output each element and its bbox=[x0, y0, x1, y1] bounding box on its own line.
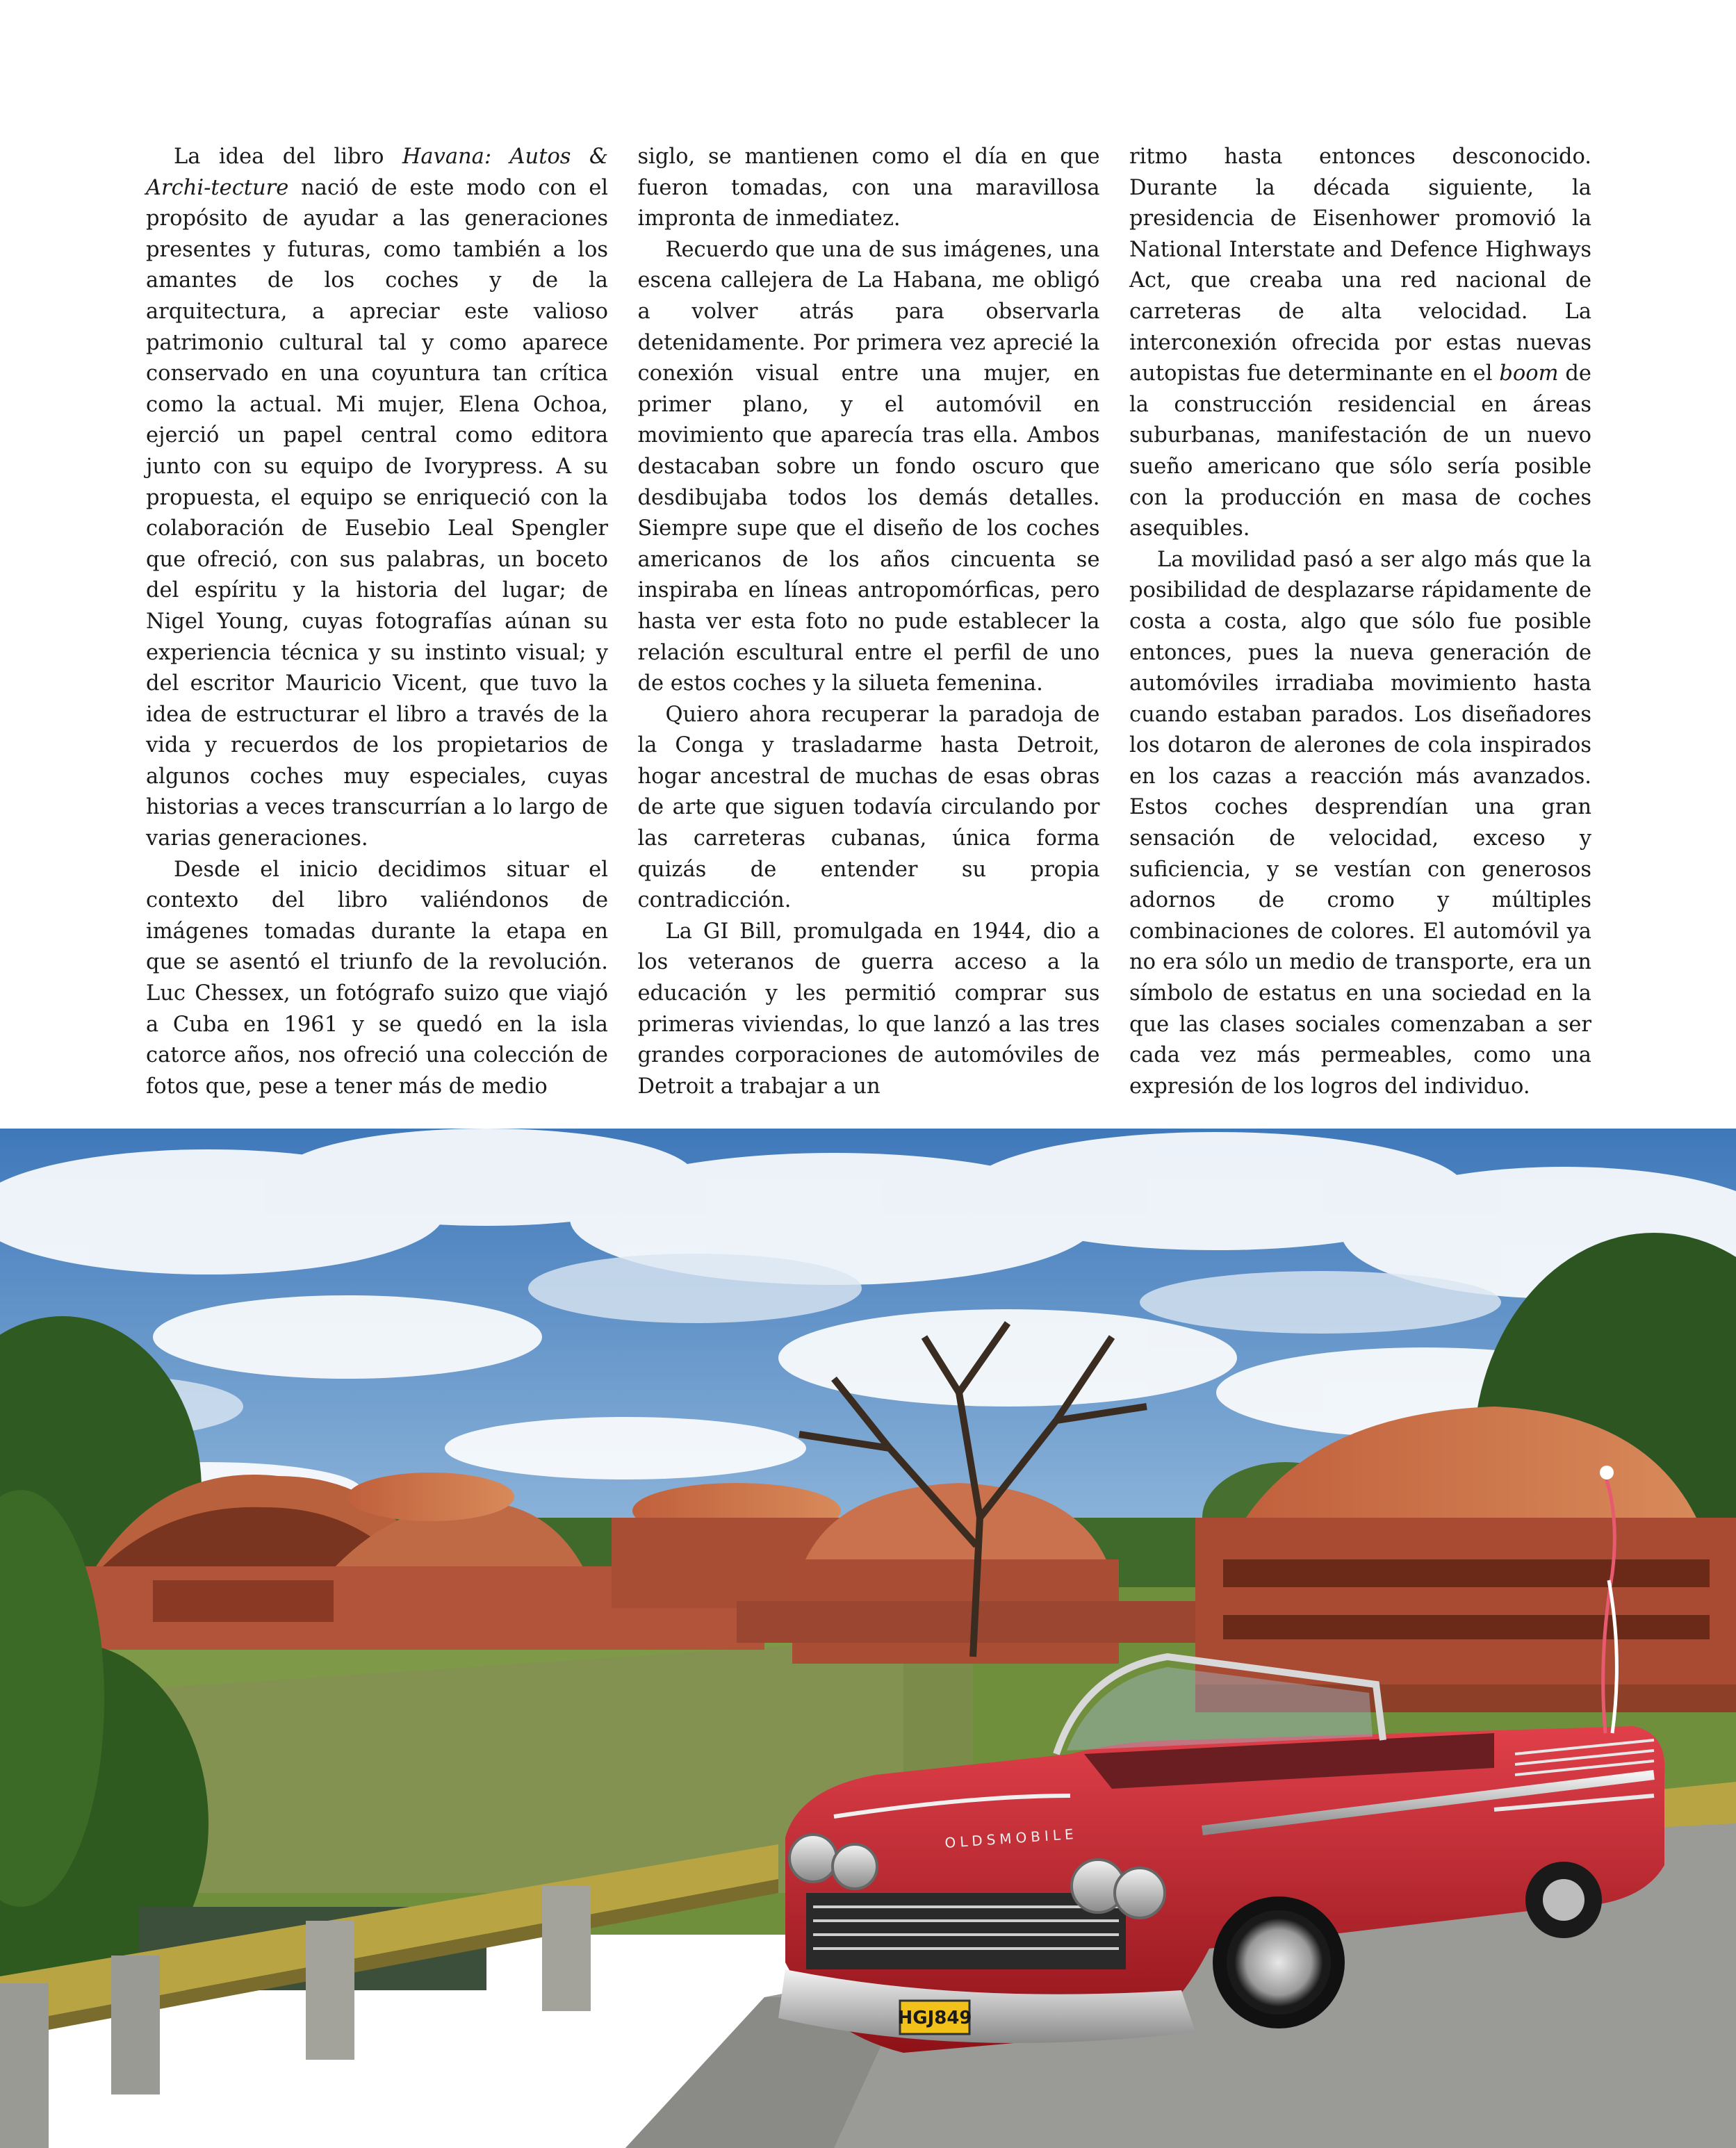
paragraph: Desde el inicio decidimos situar el contexto del libro valiéndonos de imágenes tomadas durante la etapa en que se asentó el triunfo de la revolución. Luc Chessex, un fotógrafo suizo que viajó a Cuba en 1961 y se quedó en la isla catorce años, nos ofreció una colección de fotos que, pese a tener más de medio bbox=[146, 857, 608, 1099]
paragraph: La movilidad pasó a ser algo más que la posibilidad de desplazarse rápidamente de costa a costa, algo que sólo fue posible entonces, pues la nueva generación de automóviles irradiaba movimiento hasta cuando estaban parados. Los diseñadores los dotaron de alerones de cola inspirados en los cazas a reacción más avanzados. Estos coches desprendían una gran sensación de velocidad, exceso y suficiencia, y se vestían con generosos adornos de cromo y múltiples combinaciones de colores. El automóvil ya no era sólo un medio de transporte, era un símbolo de estatus en una sociedad en la que las clases sociales comenzaban a ser cada vez más permeables, como una expresión de los logros del individuo. bbox=[1129, 547, 1591, 1099]
paragraph: Quiero ahora recuperar la paradoja de la Conga y trasladarme hasta Detroit, hogar ancestral de muchas de esas obras de arte que siguen todavía circulando por las carreteras cubanas, única forma quizás de entender su propia contradicción. bbox=[637, 702, 1100, 913]
text-run: ritmo hasta entonces desconocido. Durante la década siguiente, la presidencia de Eisenhower promovió la National Interstate and Defence Highways Act, que creaba una red nacional de carreteras de alta velocidad. La interconexión ofrecida por estas nuevas autopistas fue determinante en el bbox=[1129, 145, 1591, 386]
paragraph: Recuerdo que una de sus imágenes, una escena callejera de La Habana, me obligó a volver atrás para observarla detenidamente. Por primera vez aprecié la conexión visual entre una mujer, en primer plano, y el automóvil en movimiento que aparecía tras ella. Ambos destacaban sobre un fondo oscuro que desdibujaba todos los demás detalles. Siempre supe que el diseño de los coches americanos de los años cincuenta se inspiraba en líneas antropomórficas, pero hasta ver esta foto no pude establecer la relación escultural entre el perfil de uno de estos coches y la silueta femenina. bbox=[637, 237, 1100, 696]
text-column-2 bbox=[637, 142, 1100, 1099]
paragraph: La GI Bill, promulgada en 1944, dio a los veteranos de guerra acceso a la educación y les permitió comprar sus primeras viviendas, lo que lanzó a las tres grandes corporaciones de automóviles de Detroit a trabajar a un bbox=[637, 919, 1100, 1099]
hood-badge-text: OLDSMOBILE bbox=[944, 1825, 1079, 1851]
italic-text: boom bbox=[1499, 361, 1559, 386]
paragraph bbox=[146, 142, 608, 855]
license-plate-text: HGJ849 bbox=[897, 2008, 972, 2028]
text-column-3 bbox=[1129, 142, 1591, 1099]
paragraph-continued bbox=[1129, 142, 1591, 545]
text-run: nació de este modo con el propósito de ayudar a las generaciones presentes y futuras, como también a los amantes de los coches y de la arquitectura, a apreciar este valioso patrimonio cultural tal y como aparece conservado en una coyuntura tan crítica como la actual. Mi mujer, Elena Ochoa, ejerció un papel central como editora junto con su equipo de Ivorypress. A su propuesta, el equipo se enriqueció con la colaboración de Eusebio Leal Spengler que ofreció, con sus palabras, un boceto del espíritu y la historia del lugar; de Nigel Young, cuyas fotografías aúnan su experiencia técnica y su instinto visual; y del escritor Mauricio Vicent, que tuvo la idea de estructurar el libro a través de la vida y recuerdos de los propietarios de algunos coches muy especiales, cuyas historias a veces transcurrían a lo largo de varias generaciones. bbox=[146, 175, 608, 851]
text-run: La idea del libro bbox=[174, 145, 402, 169]
italic-text: Havana: Autos & Archi-tecture bbox=[146, 145, 608, 200]
photo-red-convertible-art-schools bbox=[0, 1129, 1736, 2148]
text-run: de la construcción residencial en áreas suburbanas, manifestación de un nuevo sueño americano que sólo sería posible con la producción en masa de coches asequibles. bbox=[1129, 361, 1591, 541]
paragraph-continued: siglo, se mantienen como el día en que fueron tomadas, con una maravillosa impronta de inmediatez. bbox=[637, 145, 1100, 231]
text-column-1 bbox=[146, 142, 608, 1099]
article-text bbox=[146, 142, 1591, 1099]
